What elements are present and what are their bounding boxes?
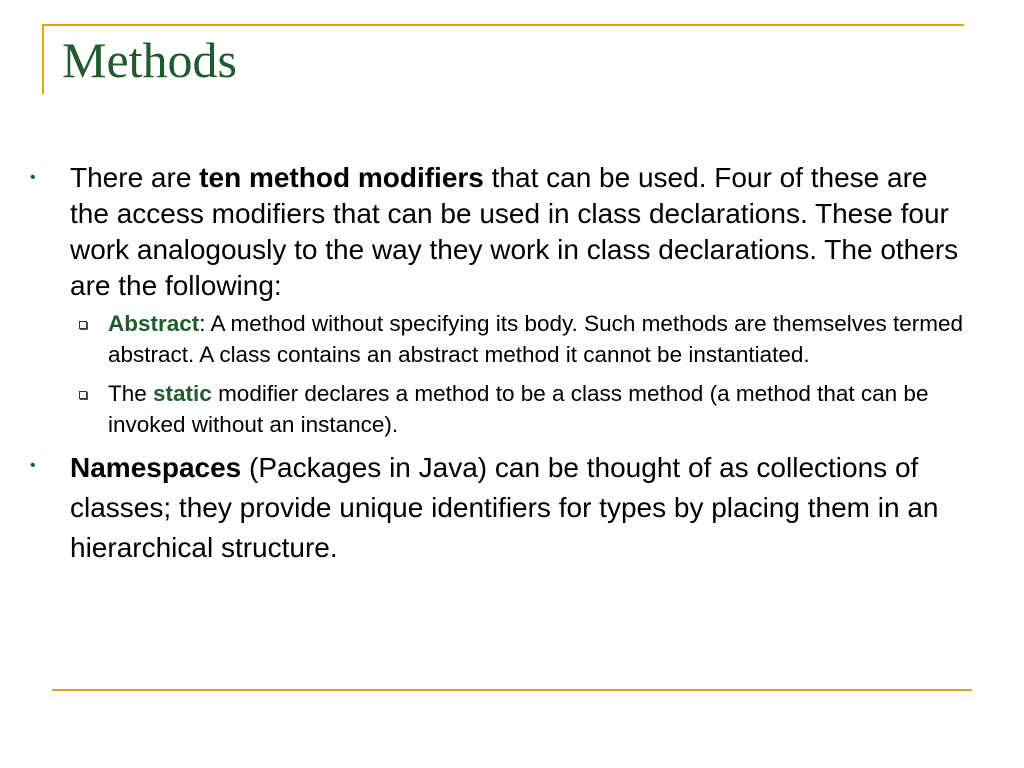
bullet-text: (Packages in Java) can be thought of as collections of classes; they provide unique identifiers for types by placing them in an hierarchical structure. <box>70 452 939 563</box>
sub-bullet-prefix: The <box>108 381 154 406</box>
title-accent-horizontal-rule <box>42 24 964 26</box>
square-bullet-icon <box>79 321 87 329</box>
sub-bullet-text: modifier declares a method to be a class method (a method that can be invoked without an instance). <box>108 381 929 437</box>
sub-bullet-abstract <box>30 308 970 370</box>
title-accent-vertical-rule <box>42 24 44 94</box>
bullet-marker: • <box>30 457 36 474</box>
bullet-method-modifiers <box>30 160 970 304</box>
footer-rule <box>52 689 972 691</box>
slide-content <box>30 160 970 572</box>
sub-bullet-static <box>30 378 970 440</box>
sub-bullet-text: : A method without specifying its body. Such methods are themselves termed abstract. A class contains an abstract method it cannot be instantiated. <box>108 311 964 367</box>
bullet-marker: • <box>30 169 36 186</box>
keyword-abstract: Abstract <box>108 311 200 336</box>
bullet-text: that can be used. Four of these are the access modifiers that can be used in class declarations. These four work analogously to the way they work in class declarations. The others are the following: <box>70 162 959 301</box>
keyword-static: static <box>153 381 212 406</box>
bullet-emphasis: ten method modifiers <box>199 162 484 193</box>
square-bullet-icon <box>79 391 87 399</box>
slide-title: Methods <box>62 32 237 88</box>
bullet-emphasis: Namespaces <box>70 452 242 483</box>
bullet-prefix: There are <box>70 162 200 193</box>
bullet-namespaces <box>30 448 970 568</box>
